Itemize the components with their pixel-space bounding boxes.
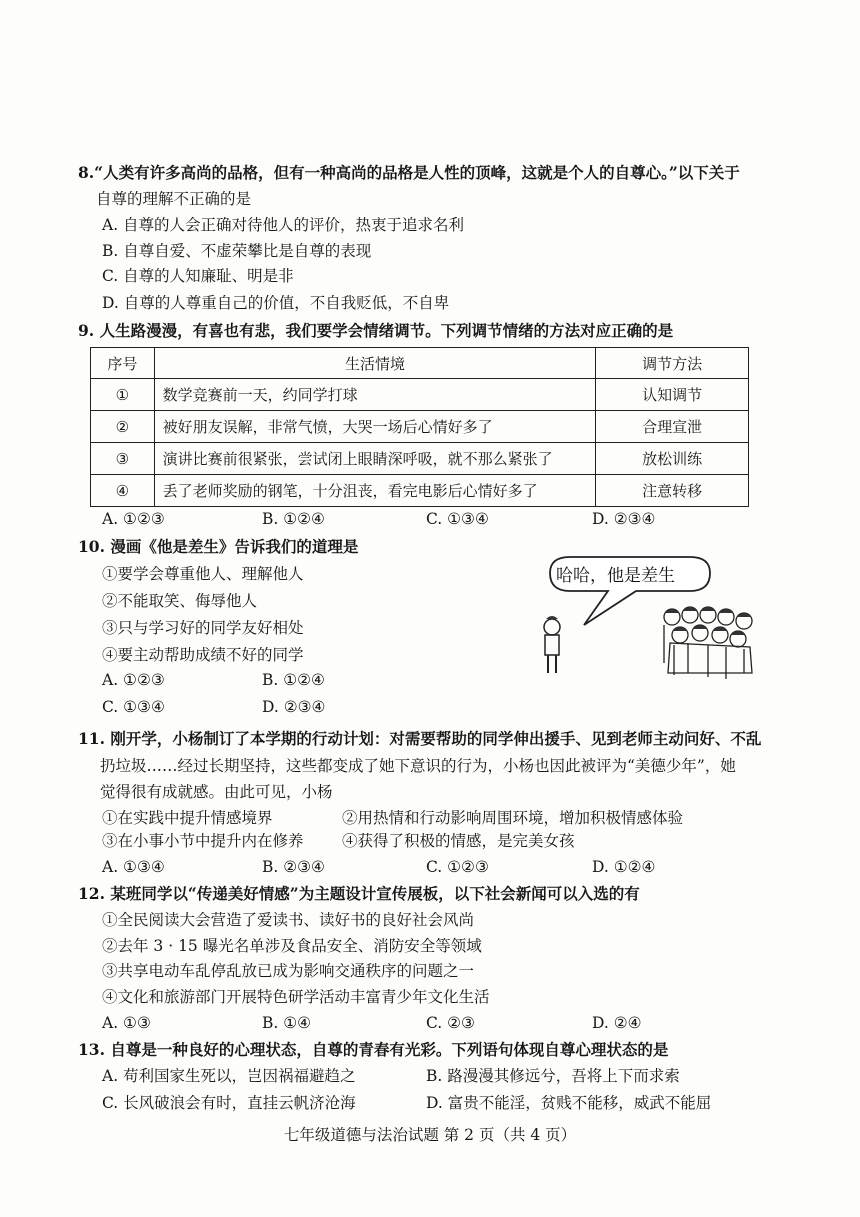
q12-item-4: ④文化和旅游部门开展特色研学活动丰富青少年文化生活 [102,988,490,1006]
table-cell-method: 认知调节 [596,379,749,411]
emotion-regulation-table [90,347,749,507]
q10-item-2: ②不能取笑、侮辱他人 [102,592,258,610]
q11-item-1: ①在实践中提升情感境界 [102,809,273,827]
table-cell-situation: 丢了老师奖励的钢笔，十分沮丧，看完电影后心情好多了 [154,475,596,507]
table-cell-no: ① [91,379,155,411]
q10-option-a: A. ①②③ [102,671,165,689]
q10-option-c: C. ①③④ [102,698,165,716]
table-row [91,443,749,475]
q10-item-3: ③只与学习好的同学友好相处 [102,619,304,637]
table-row [91,379,749,411]
q9-option-c: C. ①③④ [426,510,489,528]
q13-stem: 13. 自尊是一种良好的心理状态，自尊的青春有光彩。下列语句体现自尊心理状态的是 [78,1040,669,1059]
q10-item-1: ①要学会尊重他人、理解他人 [102,565,304,583]
q11-option-b: B. ②③④ [262,858,325,876]
table-cell-method: 放松训练 [596,443,749,475]
q9-stem: 9. 人生路漫漫，有喜也有悲，我们要学会情绪调节。下列调节情绪的方法对应正确的是 [78,321,674,340]
q11-option-d: D. ①②④ [592,858,656,876]
table-cell-situation: 数学竞赛前一天，约同学打球 [154,379,596,411]
q11-option-a: A. ①③④ [102,858,165,876]
q11-stem-line3: 觉得很有成就感。由此可见，小杨 [100,783,333,801]
q11-option-c: C. ①②③ [426,858,489,876]
q8-option-a: A. 自尊的人会正确对待他人的评价，热衷于追求名利 [102,216,465,234]
table-cell-method: 合理宣泄 [596,411,749,443]
table-cell-no: ② [91,411,155,443]
q12-option-b: B. ①④ [262,1014,312,1032]
table-cell-no: ④ [91,475,155,507]
q8-stem-line1: 8.“人类有许多高尚的品格，但有一种高尚的品格是人性的顶峰，这就是个人的自尊心。”以下关于 [78,163,740,182]
q10-stem: 10. 漫画《他是差生》告诉我们的道理是 [78,537,359,556]
cartoon-illustration [540,555,780,690]
q8-stem-line2: 自尊的理解不正确的是 [96,190,252,208]
page-footer: 七年级道德与法治试题 第 2 页（共 4 页） [283,1126,577,1144]
q10-option-b: B. ①②④ [262,671,325,689]
table-header-no: 序号 [91,348,155,379]
q13-option-c: C. 长风破浪会有时，直挂云帆济沧海 [102,1094,356,1112]
q12-item-1: ①全民阅读大会营造了爱读书、读好书的良好社会风尚 [102,911,475,929]
q13-option-a: A. 苟利国家生死以，岂因祸福避趋之 [102,1067,356,1085]
q8-option-d: D. 自尊的人尊重自己的价值，不自我贬低，不自卑 [102,294,450,312]
table-cell-no: ③ [91,443,155,475]
q10-option-d: D. ②③④ [262,698,326,716]
table-row [91,475,749,507]
table-header-situation: 生活情境 [154,348,596,379]
q11-item-2: ②用热情和行动影响周围环境，增加积极情感体验 [342,809,684,827]
q8-option-c: C. 自尊的人知廉耻、明是非 [102,267,294,285]
q9-option-d: D. ②③④ [592,510,656,528]
table-header-row [91,348,749,379]
table-row [91,411,749,443]
speech-bubble-text: 哈哈，他是差生 [556,566,675,586]
q13-option-b: B. 路漫漫其修远兮，吾将上下而求索 [426,1067,680,1085]
q9-option-a: A. ①②③ [102,510,165,528]
q11-item-4: ④获得了积极的情感，是完美女孩 [342,832,575,850]
q12-option-a: A. ①③ [102,1014,151,1032]
q12-item-2: ②去年 3 · 15 曝光名单涉及食品安全、消防安全等领域 [102,937,482,955]
table-cell-situation: 演讲比赛前很紧张，尝试闭上眼睛深呼吸，就不那么紧张了 [154,443,596,475]
q11-stem-line1: 11. 刚开学，小杨制订了本学期的行动计划：对需要帮助的同学伸出援手、见到老师主动问好、不乱 [78,729,762,748]
cartoon-he-is-poor-student [540,555,780,690]
q12-option-d: D. ②④ [592,1014,642,1032]
q13-option-d: D. 富贵不能淫，贫贱不能移，威武不能屈 [426,1094,712,1112]
q11-item-3: ③在小事小节中提升内在修养 [102,832,304,850]
q8-option-b: B. 自尊自爱、不虚荣攀比是自尊的表现 [102,242,372,260]
table-cell-method: 注意转移 [596,475,749,507]
table-header-method: 调节方法 [596,348,749,379]
q12-stem: 12. 某班同学以“传递美好情感”为主题设计宣传展板，以下社会新闻可以入选的有 [78,884,640,903]
q12-option-c: C. ②③ [426,1014,475,1032]
q11-stem-line2: 扔垃圾……经过长期坚持，这些都变成了她下意识的行为，小杨也因此被评为“美德少年”，她 [100,757,736,775]
q12-item-3: ③共享电动车乱停乱放已成为影响交通秩序的问题之一 [102,962,475,980]
table-cell-situation: 被好朋友误解，非常气愤，大哭一场后心情好多了 [154,411,596,443]
q10-item-4: ④要主动帮助成绩不好的同学 [102,646,304,664]
q9-option-b: B. ①②④ [262,510,325,528]
